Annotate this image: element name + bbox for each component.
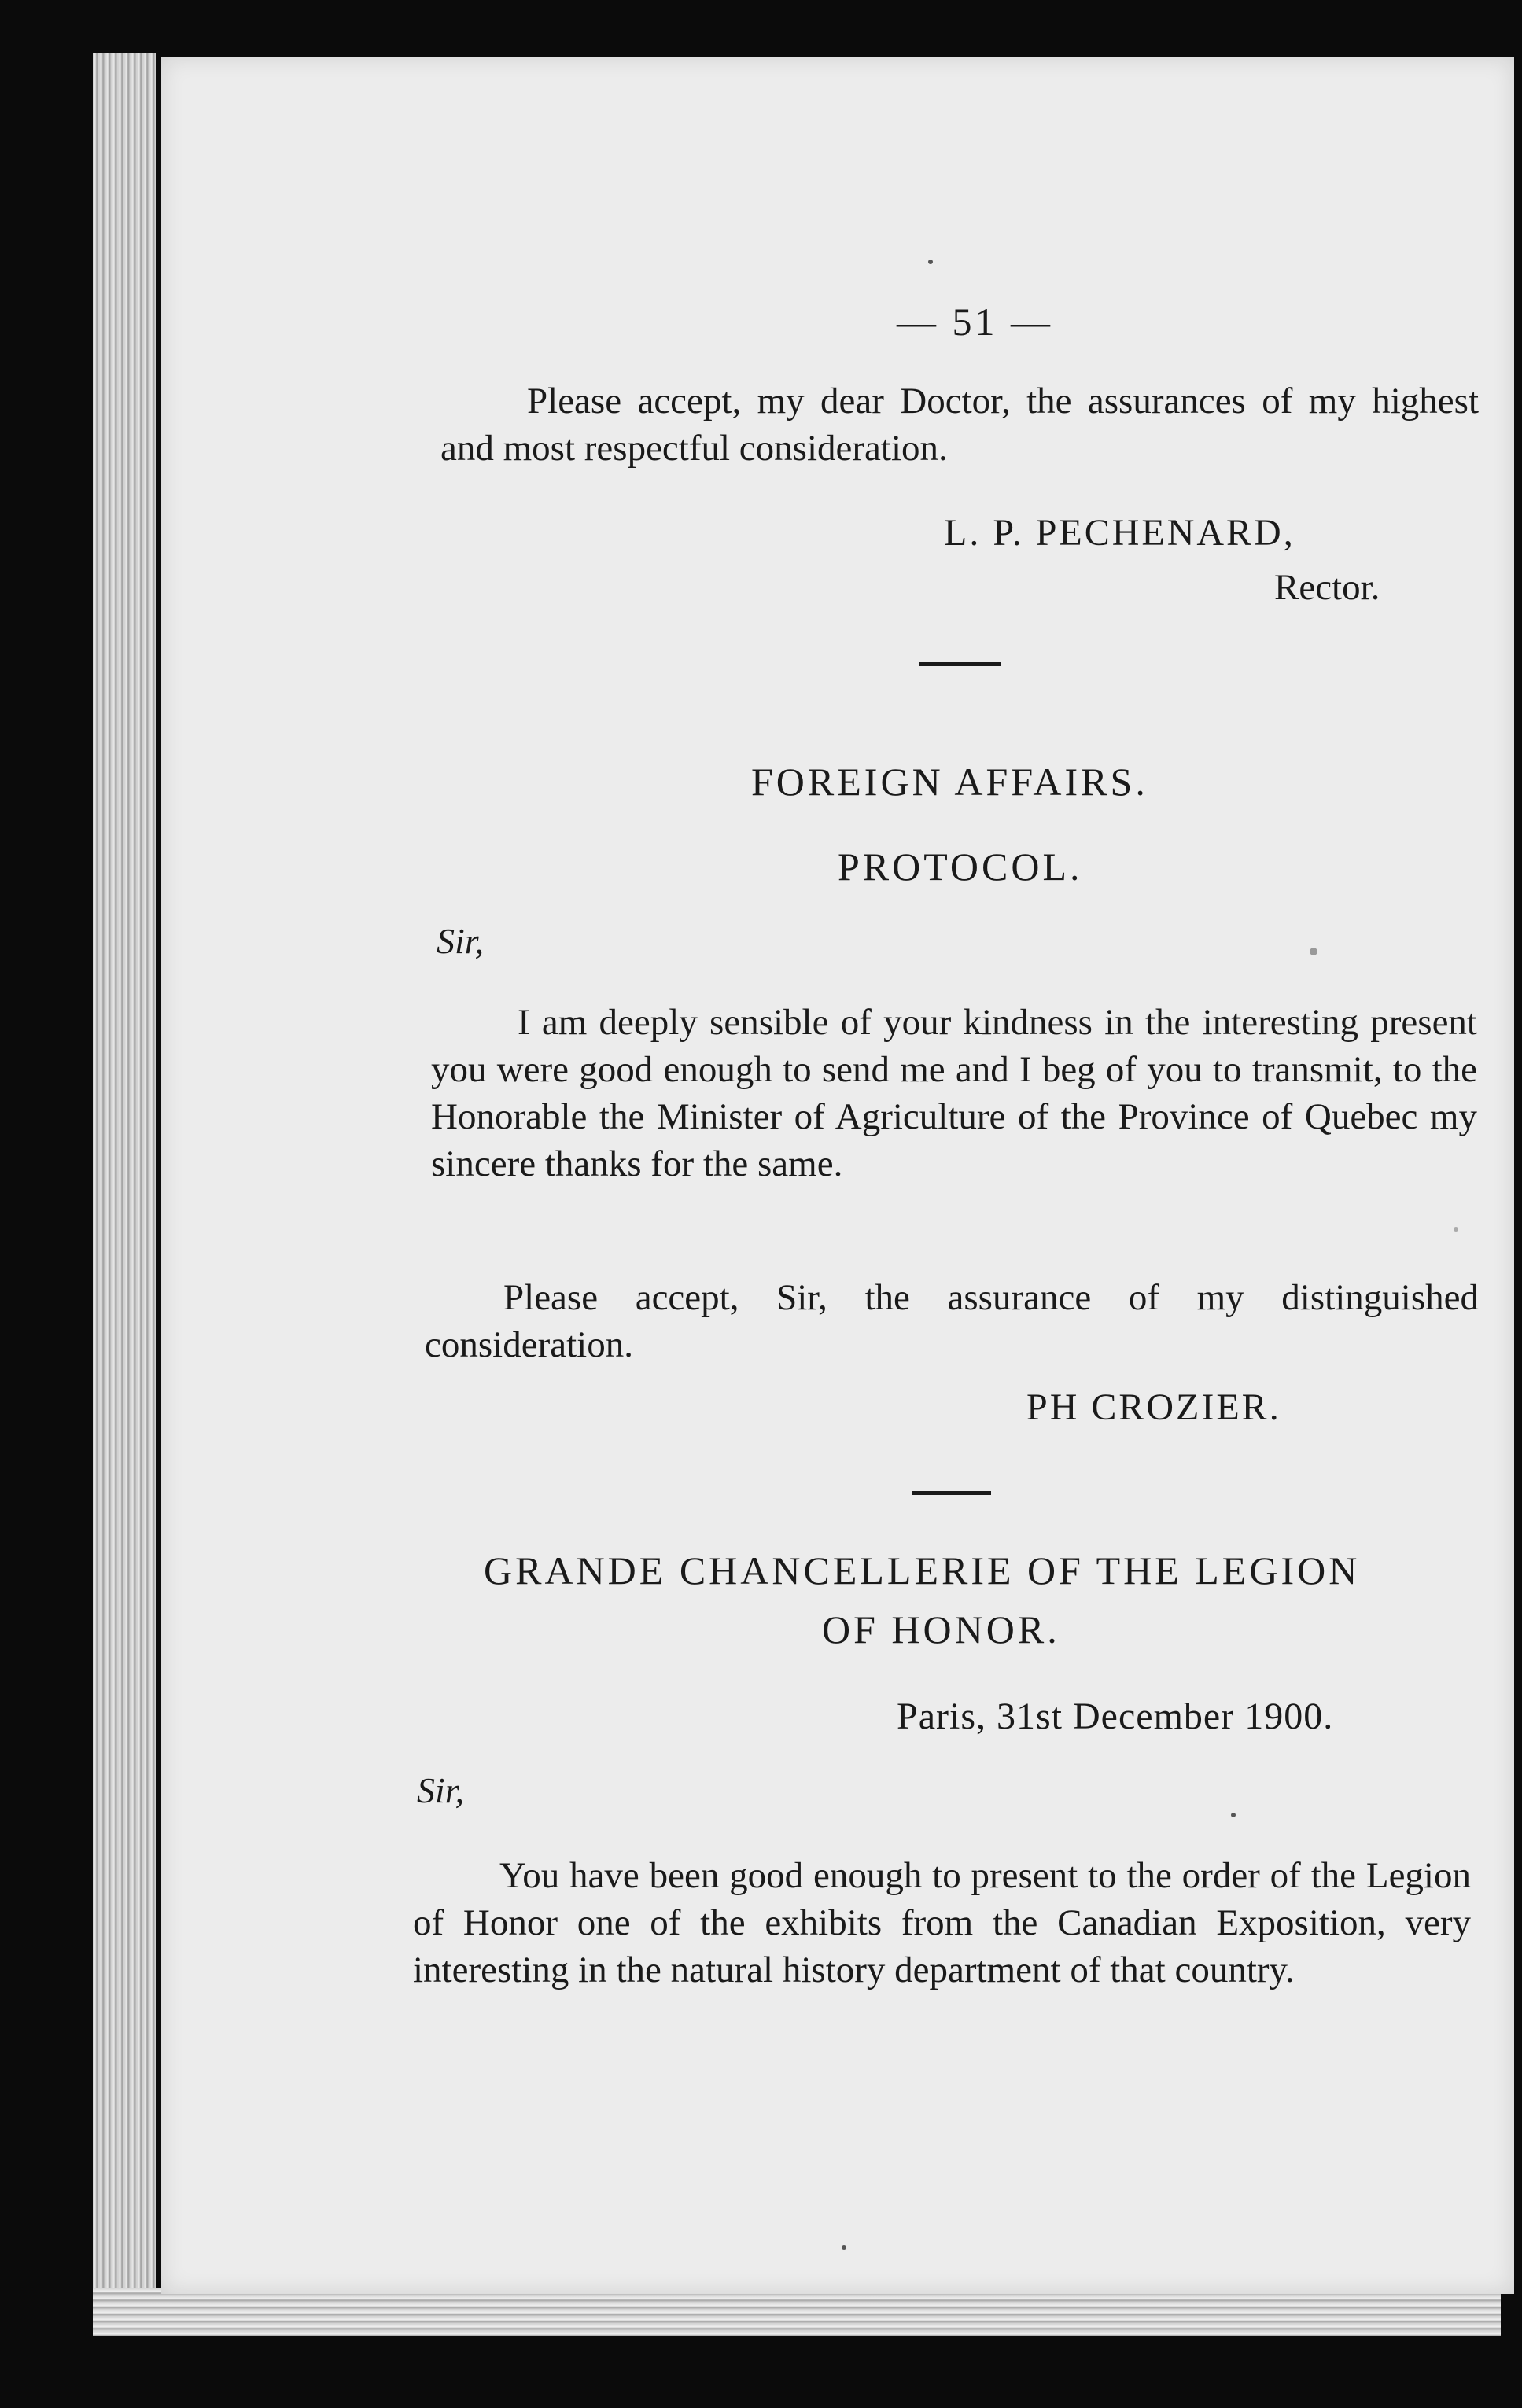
letter-body: You have been good enough to present to the order of the Legion of Honor one of the exhibits from the Canadian Exposition, very interesting in the natural history department of that country. [413,1855,1471,1990]
letter-body: I am deeply sensible of your kindness in the interesting present you were good enough to send me and I beg of you to transmit, to the Honorable the Minister of Agriculture of the Province of Quebec my sincere thanks for the same. [431,1002,1477,1184]
section-subheading-protocol: PROTOCOL. [838,845,1083,889]
signature: PH CROZIER. [1026,1386,1281,1428]
section-divider [919,662,1001,666]
salutation: Sir, [417,1770,465,1810]
section-divider [912,1491,991,1495]
page-number: — 51 — [897,300,1053,344]
section-heading-foreign-affairs: FOREIGN AFFAIRS. [751,760,1148,804]
signature-name: L. P. PECHENARD, [944,512,1295,554]
closing-paragraph: Please accept, my dear Doctor, the assurances of my highest and most respectful consideration. [440,381,1479,469]
salutation: Sir, [437,921,485,961]
section-heading-legion-line2: OF HONOR. [822,1607,1060,1651]
page-edges [93,53,156,2330]
signature-title: Rector. [1274,567,1380,608]
dateline: Paris, 31st December 1900. [897,1696,1334,1737]
letter-closing: Please accept, Sir, the assurance of my distinguished consideration. [425,1277,1479,1365]
section-heading-legion: GRANDE CHANCELLERIE OF THE LEGION [484,1548,1361,1592]
page-edge-bottom [93,2288,1501,2336]
